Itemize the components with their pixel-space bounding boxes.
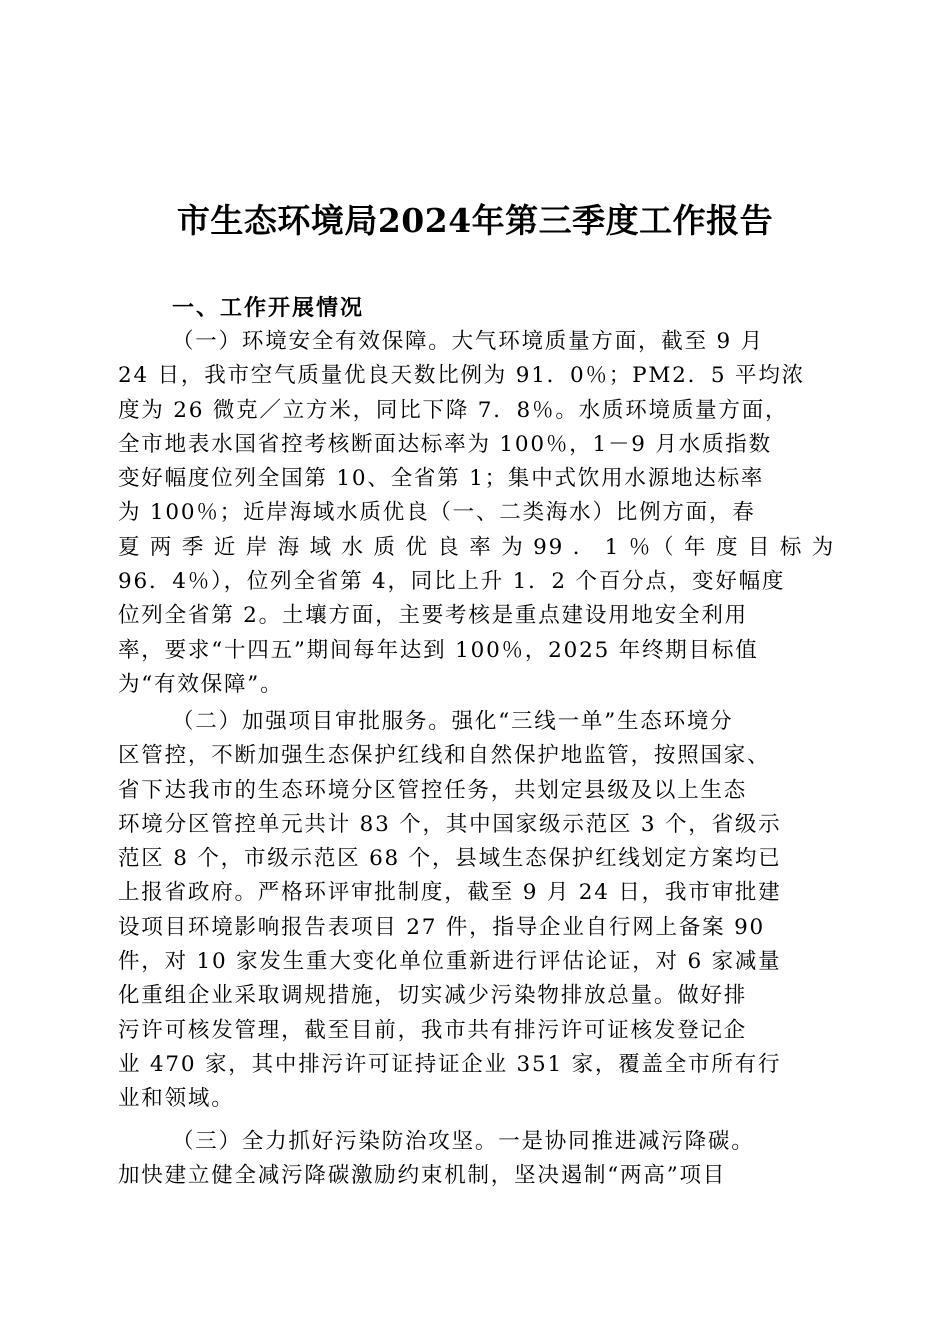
paragraph-line: 范区 8 个，市级示范区 68 个，县域生态保护红线划定方案均已 — [118, 846, 782, 872]
paragraph-line: 96．4％），位列全省第 4，同比上升 1．2 个百分点，变好幅度 — [118, 569, 786, 595]
paragraph-line: 化重组企业采取调规措施，切实减少污染物排放总量。做好排 — [118, 983, 748, 1009]
paragraph-line: 上报省政府。严格环评审批制度，截至 9 月 24 日，我市审批建 — [118, 880, 782, 906]
paragraph-line: 变好幅度位列全国第 10、全省第 1；集中式饮用水源地达标率 — [118, 466, 765, 492]
paragraph-line: （三）全力抓好污染防治攻坚。一是协同推进减污降碳。 — [172, 1129, 755, 1154]
paragraph-line: 环境分区管控单元共计 83 个，其中国家级示范区 3 个，省级示 — [118, 811, 782, 837]
paragraph-line: 率，要求“十四五”期间每年达到 100％，2025 年终期目标值 — [118, 637, 759, 663]
paragraph-line: 加快建立健全减污降碳激励约束机制，坚决遏制“两高”项目 — [118, 1163, 727, 1189]
paragraph-line: 位列全省第 2。土壤方面，主要考核是重点建设用地安全利用 — [118, 603, 748, 629]
paragraph-line: 业 470 家，其中排污许可证持证企业 351 家，覆盖全市所有行 — [118, 1051, 782, 1077]
paragraph-project-approval — [118, 705, 836, 1117]
paragraph-line: 度为 26 微克／立方米，同比下降 7．8％。水质环境质量方面， — [118, 397, 789, 423]
paragraph-line: 业和领域。 — [118, 1086, 235, 1112]
paragraph-line: （一）环境安全有效保障。大气环境质量方面，截至 9 月 — [172, 329, 764, 354]
paragraph-line: 夏 两 季 近 岸 海 域 水 质 优 良 率 为 99 ． 1 ％（ 年 度 目 标 为 — [118, 534, 836, 560]
paragraph-line: 污许可核发管理，截至目前，我市共有排污许可证核发登记企 — [118, 1017, 748, 1043]
document-title: 市生态环境局2024年第三季度工作报告 — [176, 201, 774, 240]
paragraph-line: 为 100％；近岸海域水质优良（一、二类海水）比例方面，春 — [118, 500, 756, 526]
paragraph-line: 省下达我市的生态环境分区管控任务，共划定县级及以上生态 — [118, 777, 748, 803]
paragraph-line: 为“有效保障”。 — [118, 671, 284, 697]
paragraph-line: 设项目环境影响报告表项目 27 件，指导企业自行网上备案 90 — [118, 914, 766, 940]
paragraph-line: 件，对 10 家发生重大变化单位重新进行评估论证，对 6 家减量 — [118, 949, 782, 975]
paragraph-pollution-control — [118, 1125, 836, 1194]
paragraph-line: 全市地表水国省控考核断面达标率为 100％，1－9 月水质指数 — [118, 431, 772, 457]
paragraph-line: （二）加强项目审批服务。强化“三线一单”生态环境分 — [172, 709, 734, 734]
paragraph-line: 24 日，我市空气质量优良天数比例为 91．0％；PM2．5 平均浓 — [118, 363, 805, 389]
paragraph-environment-safety — [118, 325, 836, 702]
section-heading: 一、工作开展情况 — [172, 296, 365, 321]
paragraph-line: 区管控，不断加强生态保护红线和自然保护地监管，按照国家、 — [118, 743, 771, 769]
